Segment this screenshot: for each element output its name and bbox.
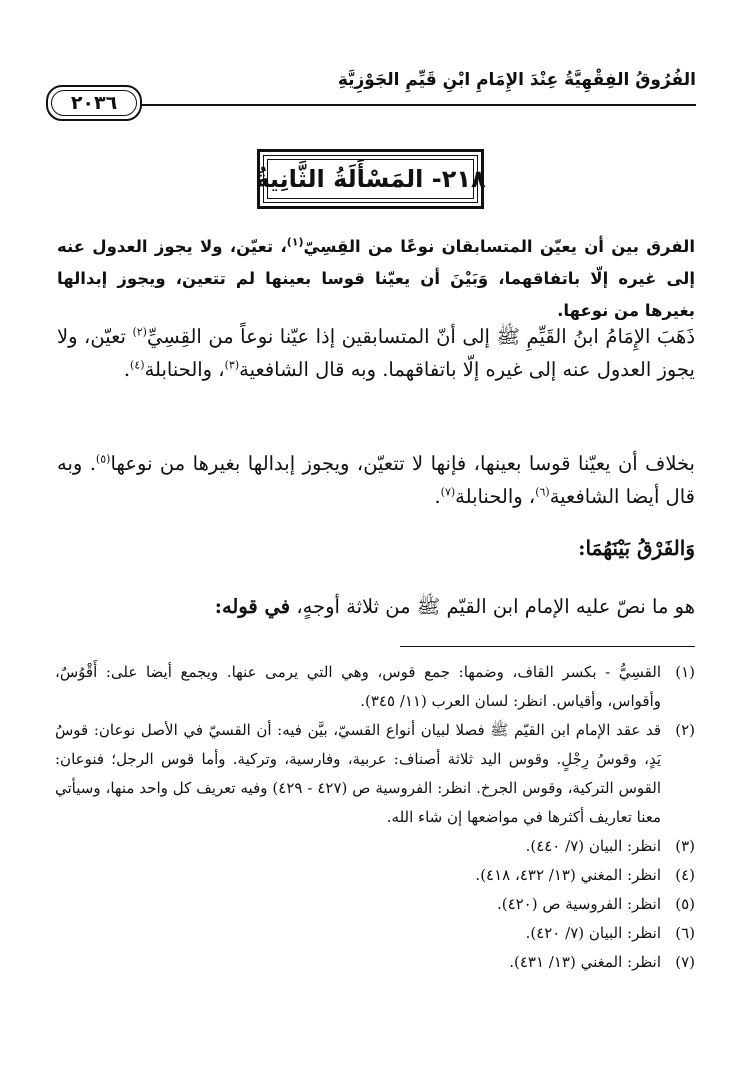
para3-text: هو ما نصّ عليه الإمام ابن القيّم ﷺ من ثلاثة أوجهٍ، (290, 595, 695, 618)
footnote (55, 919, 695, 948)
paragraph-1 (57, 320, 695, 386)
footnote-number: (٦) (675, 924, 695, 942)
footnote-ref: (٦) (535, 485, 550, 499)
footnote-ref: (٢) (132, 325, 147, 339)
page-number-badge (46, 85, 142, 121)
para2-text: . (434, 485, 441, 508)
section-number: ٢١٨- (431, 165, 486, 193)
footnote-separator (400, 646, 695, 647)
section-title-text: المَسْأَلَةُ الثَّانِيةُ (255, 165, 424, 193)
footnote (55, 948, 695, 977)
para2-text: ، والحنابلة (455, 485, 536, 508)
footnote-number: (٢) (675, 721, 695, 739)
page-number: ٢٠٣٦ (70, 92, 118, 114)
footnote-text: انظر: البيان (٧/ ٤٤٠). (525, 837, 661, 855)
footnote-number: (١) (675, 663, 695, 681)
para1-text: . (123, 358, 131, 381)
running-title: الفُرُوقُ الفِقْهِيَّةُ عِنْدَ الإِمَامِ ابْنِ قَيِّمِ الجَوْزِيَّةِ (337, 70, 696, 90)
footnote-text: انظر: الفروسية ص (٤٢٠). (496, 895, 661, 913)
footnotes (55, 658, 695, 977)
paragraph-2 (57, 447, 695, 513)
footnote-ref: (٣) (224, 358, 240, 372)
footnote (55, 890, 695, 919)
footnote (55, 861, 695, 890)
lead-text-1: الفرق بين أن يعيّن المتسابقان نوعًا من القِسِيّ (303, 237, 695, 256)
footnote-number: (٥) (675, 895, 695, 913)
para1-text: ، والحنابلة (144, 358, 225, 381)
para2-text: بخلاف أن يعيّنا قوسا بعينها، فإنها لا تتعيّن، ويجوز إبدالها بغيرها من نوعها (110, 452, 695, 475)
footnote-ref: (٧) (440, 485, 456, 499)
page-header (46, 70, 696, 114)
section-title-box (257, 149, 484, 209)
subheading: وَالفَرْقُ بَيْنَهُمَا: (578, 536, 695, 560)
footnote-ref: (٤) (130, 358, 145, 372)
header-rule (76, 104, 696, 106)
para1-text: تعيّن، ولا يجوز العدول عنه إلى غيره إلّا باتفاقهما. وبه قال الشافعية (57, 325, 695, 381)
lead-text-2: ، تعيّن، ولا يجوز العدول عنه إلى غيره إلّا باتفاقهما، وَبَيْنَ أن يعيّنا قوسا بعينها لم تتعين، ويجوز إبدالها بغيرها من نوعها. (57, 237, 695, 320)
footnote-text: انظر: المغني (١٣/ ٤٣١). (509, 953, 661, 971)
section-title-frame (255, 159, 486, 199)
footnote-text: القسِيُّ - بكسر القاف، وضمها: جمع قوس، وهي التي يرمى عنها. ويجمع أيضا على: أَقْوُسٌ، وأقواس، وأقياس. انظر: لسان العرب (١١/ ٣٤٥). (55, 663, 661, 710)
footnote-text: قد عقد الإمام ابن القيّم ﷺ فصلا لبيان أنواع القسيّ، بيَّن فيه: أن القسيّ في الأصل نوعان: قوسُ يَدٍ، وقوسُ رِجْلٍ. وقوس اليد ثلاثة أصناف: عربية، وفارسية، وتركية. وأما قوس الرجل؛ فنوعان: القوس التركية، وقوس الجرخ. انظر: الفروسية ص (٤٢٧ - ٤٢٩) وفيه تعريف كل واحد منها، وسيأتي معنا تعاريف أكثرها في مواضعها إن شاء الله. (55, 721, 661, 826)
para1-text: ذَهَبَ الإِمَامُ ابنُ القَيِّمِ ﷺ إلى أنّ المتسابقين إذا عيّنا نوعاً من القِسِيِّ (146, 325, 696, 348)
footnote-number: (٤) (675, 866, 695, 884)
para3-bold-text: في قوله: (214, 595, 291, 618)
footnote (55, 832, 695, 861)
footnote (55, 658, 695, 716)
footnote-number: (٣) (675, 837, 695, 855)
section-title (255, 165, 485, 193)
footnote-text: انظر: المغني (١٣/ ٤٣٢، ٤١٨). (475, 866, 661, 884)
footnote-ref: (١) (286, 235, 304, 249)
footnote-number: (٧) (675, 953, 695, 971)
issue-statement (57, 231, 695, 327)
footnote (55, 716, 695, 832)
paragraph-3 (57, 590, 695, 623)
footnote-text: انظر: البيان (٧/ ٤٢٠). (525, 924, 661, 942)
para2-text: . وبه قال أيضا الشافعية (57, 452, 695, 508)
footnote-ref: (٥) (95, 452, 111, 466)
